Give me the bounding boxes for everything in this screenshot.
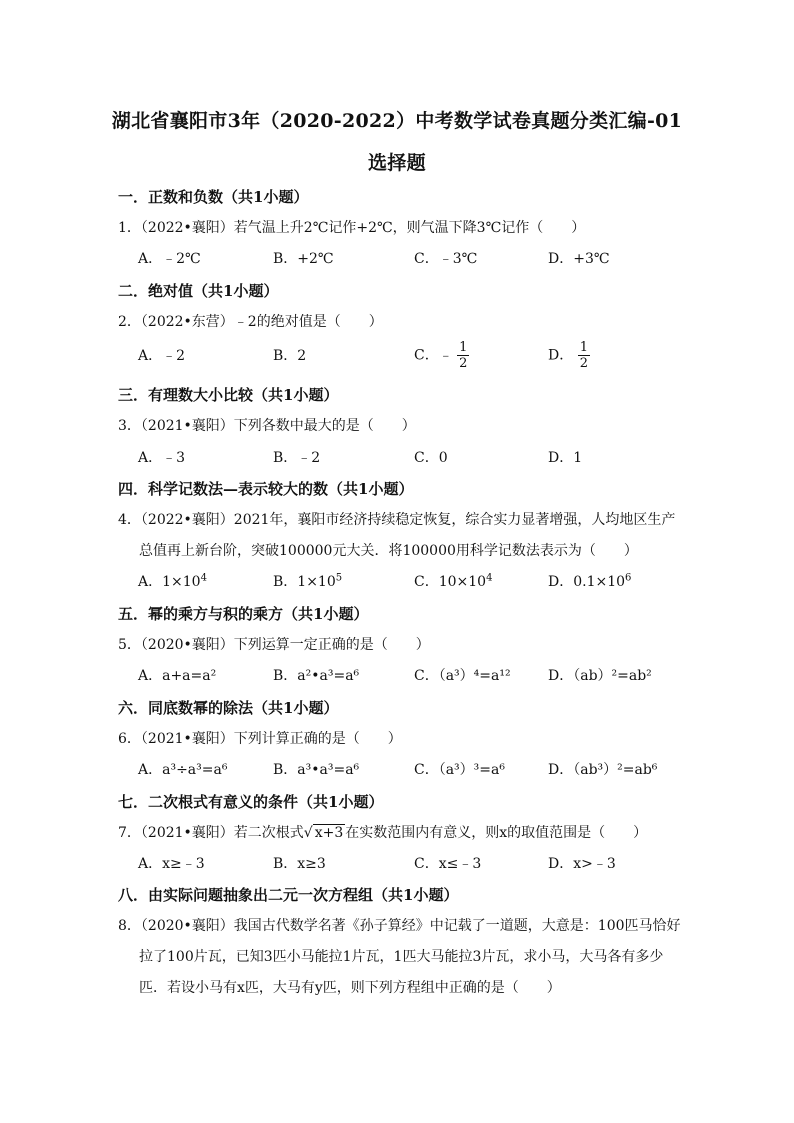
option-a: A．﹣2	[138, 348, 186, 364]
option-c: C．（a³）³=a⁶	[414, 762, 505, 778]
option-b-base: B．1×10	[273, 574, 336, 590]
fraction-denominator: 2	[579, 356, 588, 371]
question-text: 5．（2020•襄阳）下列运算一定正确的是（ ）	[118, 637, 430, 653]
question-text: 2．（2022•东营）﹣2的绝对值是（ ）	[118, 314, 383, 330]
radicand: x+3	[314, 825, 344, 841]
question-text: 6．（2021•襄阳）下列计算正确的是（ ）	[118, 731, 402, 747]
option-d: D．（ab）²=ab²	[548, 668, 652, 684]
option-a: A．x≥﹣3	[138, 856, 205, 872]
page-subtitle: 选择题	[368, 152, 426, 174]
options-row	[138, 853, 698, 877]
question-text: 3．（2021•襄阳）下列各数中最大的是（ ）	[118, 418, 416, 434]
options-row	[138, 447, 698, 471]
fraction	[578, 340, 590, 371]
option-c	[414, 571, 492, 591]
question-text: 4．（2022•襄阳）2021年，襄阳市经济持续稳定恢复，综合实力显著增强，人均地区生产	[118, 512, 676, 528]
question-text: 8．（2020•襄阳）我国古代数学名著《孙子算经》中记载了一道题，大意是：100匹马恰好	[118, 918, 681, 934]
option-d: D．1	[548, 450, 583, 466]
option-c: C．0	[414, 450, 448, 466]
square-root: √ x+3	[303, 825, 344, 841]
question-text-continued: 匹．若设小马有x匹，大马有y匹，则下列方程组中正确的是（ ）	[139, 980, 561, 996]
option-c: C．x≤﹣3	[414, 856, 482, 872]
exponent: 4	[486, 572, 493, 584]
fraction-numerator: 1	[579, 340, 588, 355]
option-d: D．（ab³）²=ab⁶	[548, 762, 658, 778]
option-a-base: A．1×10	[138, 574, 201, 590]
question-text	[118, 822, 647, 842]
option-c-label: C．﹣	[414, 347, 453, 364]
section-heading: 一．正数和负数（共1小题）	[118, 188, 309, 206]
fraction	[457, 340, 469, 371]
option-a: A．a+a=a²	[138, 668, 217, 684]
option-c-base: C．10×10	[414, 574, 487, 590]
question-text-continued: 总值再上新台阶，突破100000元大关．将100000用科学记数法表示为（ ）	[139, 543, 638, 559]
option-b: B．﹣2	[273, 450, 321, 466]
option-d: D．x>﹣3	[548, 856, 616, 872]
option-b: B．+2℃	[273, 251, 334, 267]
option-d-label: D．	[548, 347, 574, 364]
section-heading: 六．同底数幂的除法（共1小题）	[118, 699, 339, 717]
section-heading: 三．有理数大小比较（共1小题）	[118, 386, 339, 404]
exponent: 5	[335, 572, 343, 584]
options-row	[138, 340, 698, 376]
options-row	[138, 665, 698, 689]
option-a	[138, 571, 207, 591]
option-c: C．﹣3℃	[414, 251, 478, 267]
section-heading: 五．幂的乘方与积的乘方（共1小题）	[118, 605, 369, 623]
section-heading: 七．二次根式有意义的条件（共1小题）	[118, 793, 384, 811]
option-a: A．﹣2℃	[138, 251, 201, 267]
option-a: A．﹣3	[138, 450, 186, 466]
exponent: 6	[625, 572, 632, 584]
option-b: B．a²•a³=a⁶	[273, 668, 360, 684]
question-suffix: 在实数范围内有意义，则x的取值范围是（ ）	[345, 825, 648, 841]
option-b	[273, 571, 342, 591]
option-c: C．（a³）⁴=a¹²	[414, 668, 511, 684]
option-d-base: D．0.1×10	[548, 574, 626, 590]
option-b: B．2	[273, 348, 307, 364]
options-row	[138, 571, 698, 595]
section-heading: 二．绝对值（共1小题）	[118, 282, 279, 300]
option-d	[548, 571, 631, 591]
options-row	[138, 759, 698, 783]
options-row	[138, 248, 698, 272]
option-d: D．+3℃	[548, 251, 610, 267]
option-b: B．x≥3	[273, 856, 326, 872]
option-a: A．a³÷a³=a⁶	[138, 762, 228, 778]
question-text-continued: 拉了100片瓦，已知3匹小马能拉1片瓦，1匹大马能拉3片瓦，求小马，大马各有多少	[139, 949, 664, 965]
section-heading: 四．科学记数法—表示较大的数（共1小题）	[118, 480, 414, 498]
option-c	[414, 340, 469, 371]
exponent: 4	[200, 572, 207, 584]
option-b: B．a³•a³=a⁶	[273, 762, 360, 778]
question-prefix: 7．（2021•襄阳）若二次根式	[118, 825, 304, 841]
page-title: 湖北省襄阳市3年（2020-2022）中考数学试卷真题分类汇编-01	[111, 110, 683, 132]
question-text: 1．（2022•襄阳）若气温上升2℃记作+2℃，则气温下降3℃记作（ ）	[118, 220, 586, 236]
option-d	[548, 340, 590, 371]
fraction-denominator: 2	[459, 356, 468, 371]
fraction-numerator: 1	[459, 340, 468, 355]
section-heading: 八．由实际问题抽象出二元一次方程组（共1小题）	[118, 886, 459, 904]
